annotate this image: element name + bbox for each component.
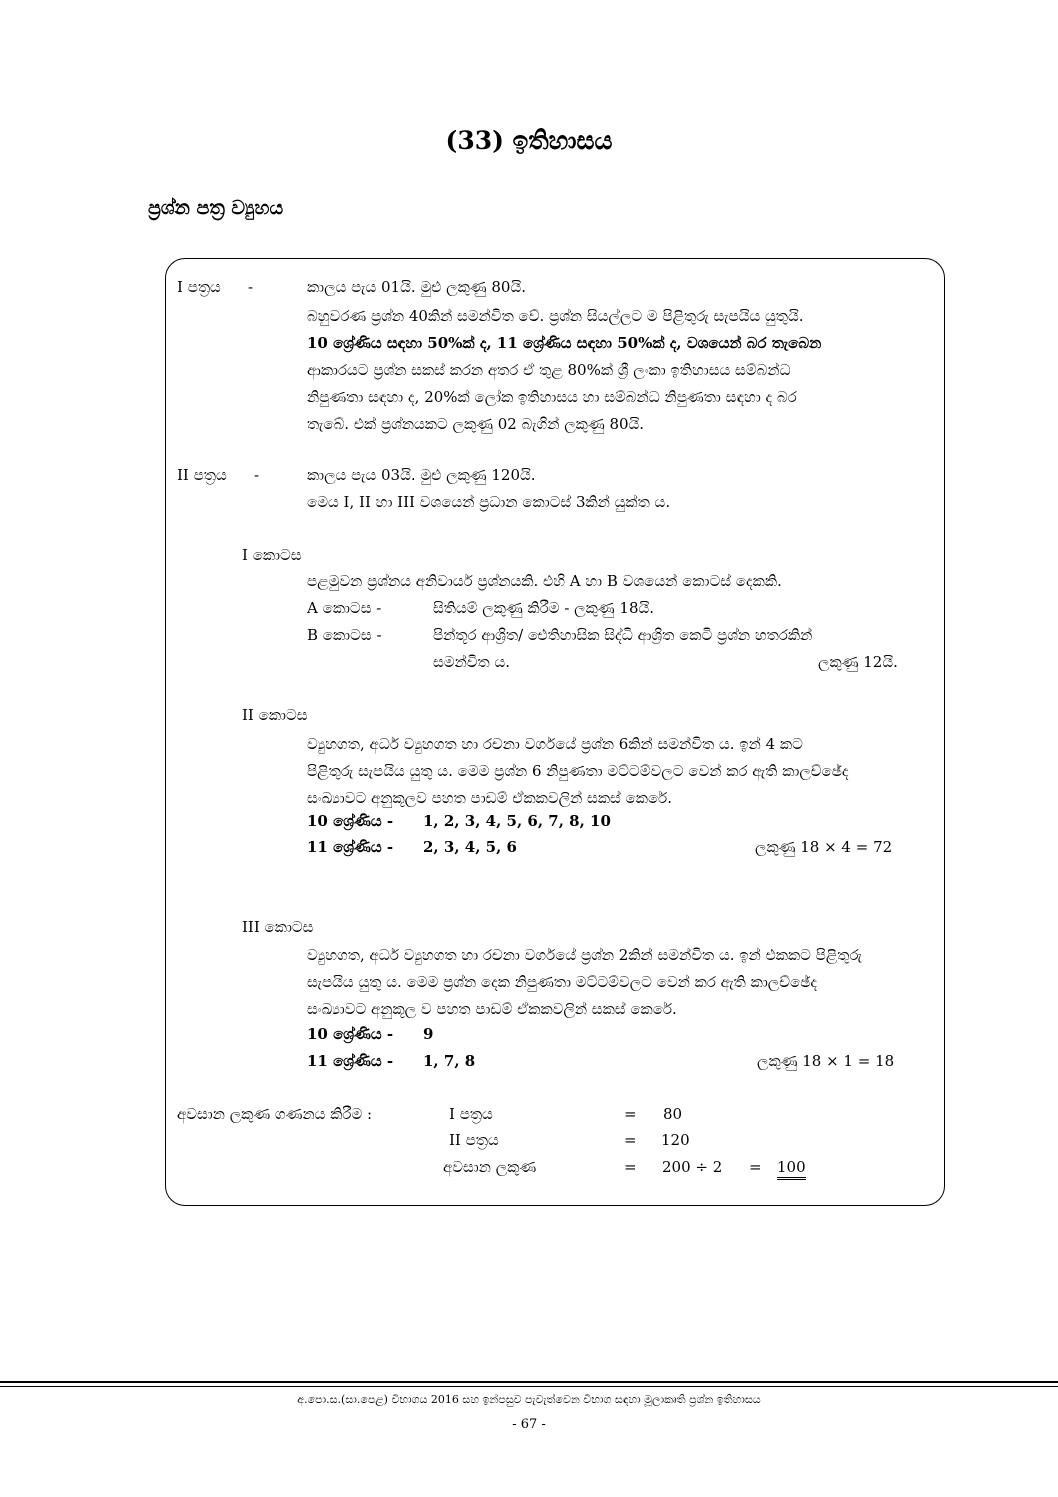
paper1-desc-line: බහුවරණ ප්‍රශ්න 40කින් සමන්විත වේ. ප්‍රශ්න සියල්ලට ම පිළිතුරු සැපයිය යුතුයි. xyxy=(307,307,804,325)
part1-heading: I කොටස xyxy=(242,546,302,564)
part3-grade10-label: 10 ශ්‍රේණිය - xyxy=(307,1025,394,1043)
paper1-dash: - xyxy=(248,278,254,296)
part2-grade10-label: 10 ශ්‍රේණිය - xyxy=(307,812,394,830)
part1-b-marks: ලකුණු 12යි. xyxy=(818,653,898,671)
final-row-name: II පත්‍රය xyxy=(449,1131,499,1149)
paper2-label: II පත්‍රය xyxy=(177,466,227,484)
part1-a-text: සිතියම් ලකුණු කිරීම - ලකුණු 18යි. xyxy=(433,599,655,617)
final-calc-label: අවසාන ලකුණ ගණනය කිරීම : xyxy=(177,1105,373,1123)
paper2-dash: - xyxy=(254,466,260,484)
final-row-name: I පත්‍රය xyxy=(449,1105,493,1123)
part2-marks: ලකුණු 18 × 4 = 72 xyxy=(755,838,893,856)
paper2-time: කාලය පැය 03යි. මුළු ලකුණු 120යි. xyxy=(307,466,536,484)
part1-b-text: සමන්විත ය. xyxy=(433,653,511,671)
paper1-label: I පත්‍රය xyxy=(177,278,221,296)
paper1-desc-line: තැබේ. එක් ප්‍රශ්නයකට ලකුණු 02 බැගින් ලකුණු 80යි. xyxy=(307,415,645,433)
paper1-desc-line: ආකාරයට ප්‍රශ්න සකස් කරන අතර ඒ තුළ 80%ක් ශ්‍රී ලංකා ඉතිහාසය සම්බන්ධ xyxy=(307,361,791,379)
part3-marks: ලකුණු 18 × 1 = 18 xyxy=(757,1052,895,1070)
part1-b-text: පින්තූර ආශ්‍රිත/ ඓතිහාසික සිද්ධි ආශ්‍රිත කෙටි ප්‍රශ්න හතරකින් xyxy=(433,626,813,644)
footer-text: අ.පො.ස.(සා.පෙළ) විභාගය 2016 සහ ඉන්පසුව පැවැත්වෙන විභාග සඳහා මූලාකෘති ප්‍රශ්න ඉතිහාසය xyxy=(297,1393,761,1406)
final-row-value: 120 xyxy=(661,1131,690,1149)
part3-grade10-lessons: 9 xyxy=(423,1025,434,1043)
paper1-time: කාලය පැය 01යි. මුළු ලකුණු 80යි. xyxy=(307,278,527,296)
final-result: 100 xyxy=(777,1158,806,1180)
final-row-eq: = xyxy=(624,1131,637,1149)
part2-desc-line: පිළිතුරු සැපයිය යුතු ය. මෙම ප්‍රශ්න 6 නිපුණතා මට්ටම්වලට වෙන් කර ඇති කාලච්ඡේද xyxy=(307,762,849,780)
page-title: (33) ඉතිහාසය xyxy=(445,126,613,155)
part3-description xyxy=(307,942,932,1023)
part2-desc-line: ව්‍යුහගත, අර්ධ ව්‍යුහගත හා රචනා වර්ගයේ ප්‍රශ්න 6කින් සමන්විත ය. ඉන් 4 කට xyxy=(307,735,803,753)
part2-description xyxy=(307,731,932,812)
part3-grade11-lessons: 1, 7, 8 xyxy=(423,1052,476,1070)
footer-rule xyxy=(0,1381,1058,1383)
final-row-eq: = xyxy=(624,1105,637,1123)
final-row-value: 80 xyxy=(663,1105,683,1123)
part3-desc-line: සංඛ්‍යාවට අනුකූල ව පහත පාඩම් ඒකකවලින් සකස් කෙරේ. xyxy=(307,1000,677,1018)
part2-grade11-label: 11 ශ්‍රේණිය - xyxy=(307,838,394,856)
part1-a-label: A කොටස - xyxy=(307,599,382,617)
paper1-description xyxy=(307,303,932,438)
part3-desc-line: සැපයිය යුතු ය. මෙම ප්‍රශ්න දෙක නිපුණතා මට්ටම්වලට වෙන් කර ඇති කාලච්ඡේද xyxy=(307,973,818,991)
part3-desc-line: ව්‍යුහගත, අර්ධ ව්‍යුහගත හා රචනා වර්ගයේ ප්‍රශ්න 2කින් සමන්විත ය. ඉන් එකකට පිළිතුරු xyxy=(307,946,862,964)
section-subtitle: ප්‍රශ්න පත්‍ර ව්‍යුහය xyxy=(148,197,284,219)
part1-b-label: B කොටස - xyxy=(307,626,382,644)
part3-grade11-label: 11 ශ්‍රේණිය - xyxy=(307,1052,394,1070)
final-row-value: 200 ÷ 2 xyxy=(662,1158,723,1176)
part3-heading: III කොටස xyxy=(242,918,314,936)
part2-grade11-lessons: 2, 3, 4, 5, 6 xyxy=(423,838,517,856)
paper1-desc-line: 10 ශ්‍රේණිය සඳහා 50%ක් ද, 11 ශ්‍රේණිය සඳහා 50%ක් ද, වශයෙන් බර තැබෙන xyxy=(307,334,822,352)
paper1-desc-line: නිපුණතා සඳහා ද, 20%ක් ලෝක ඉතිහාසය හා සම්බන්ධ නිපුණතා සඳහා ද බර xyxy=(307,388,797,406)
page-number: - 67 - xyxy=(512,1417,546,1432)
footer-rule xyxy=(0,1386,1058,1387)
part2-desc-line: සංඛ්‍යාවට අනුකූලව පහත පාඩම් ඒකකවලින් සකස් කෙරේ. xyxy=(307,789,672,807)
part2-heading: II කොටස xyxy=(242,706,308,724)
paper2-description: මෙය I, II හා III වශයෙන් ප්‍රධාන කොටස් 3කින් යුක්ත ය. xyxy=(307,493,671,511)
final-row-eq2: = xyxy=(749,1158,762,1176)
part2-grade10-lessons: 1, 2, 3, 4, 5, 6, 7, 8, 10 xyxy=(423,812,611,830)
part1-description: පළමුවන ප්‍රශ්නය අනිවාර්ය ප්‍රශ්නයකි. එහි A හා B වශයෙන් කොටස් දෙකකි. xyxy=(307,572,782,590)
final-row-eq: = xyxy=(624,1158,637,1176)
final-row-name: අවසාන ලකුණ xyxy=(443,1158,537,1176)
